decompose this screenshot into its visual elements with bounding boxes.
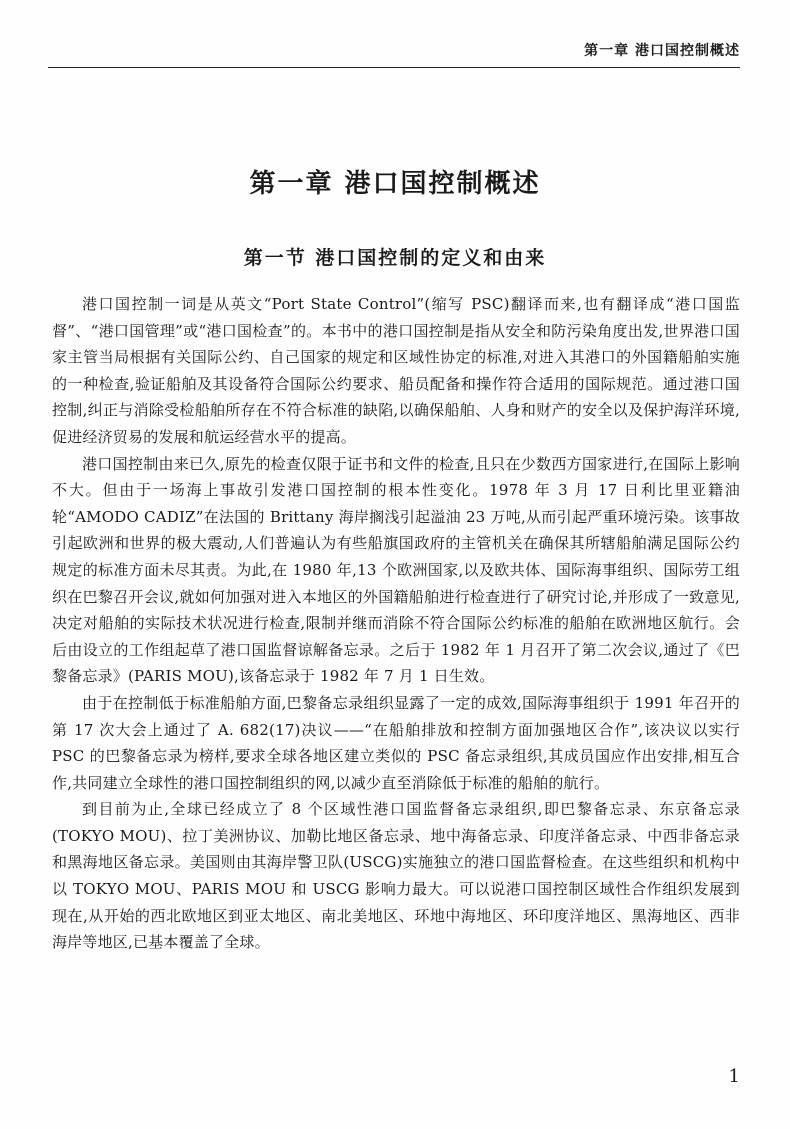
paragraph-regional-mous: 到目前为止,全球已经成立了 8 个区域性港口国监督备忘录组织,即巴黎备忘录、东京备忘录(TOKYO MOU)、拉丁美洲协议、加勒比地区备忘录、地中海备忘录、印度洋备忘录、中西非备忘录和黑海地区备忘录。美国则由其海岸警卫队(USCG)实施独立的港口国监督检查。在这些组织和机构中以 TOKYO MOU、PARIS MOU 和 USCG 影响力最大。可以说港口国控制区域性合作组织发展到现在,从开始的西北欧地区到亚太地区、南北美地区、环地中海地区、环印度洋地区、黑海地区、西非海岸等地区,已基本覆盖了全球。 — [52, 800, 740, 952]
paragraph-origin: 港口国控制由来已久,原先的检查仅限于证书和文件的检查,且只在少数西方国家进行,在国际上影响不大。但由于一场海上事故引发港口国控制的根本性变化。1978 年 3 月 17 日利比里亚籍油轮“AMODO CADIZ”在法国的 Brittany 海岸搁浅引起溢油 23 万吨,从而引起严重环境污染。该事故引起欧洲和世界的极大震动,人们普遍认为有些船旗国政府的主管机关在确保其所辖船舶满足国际公约规定的标准方面未尽其责。为此,在 1980 年,13 个欧洲国家,以及欧共体、国际海事组织、国际劳工组织在巴黎召开会议,就如何加强对进入本地区的外国籍船舶进行检查进行了研究讨论,并形成了一致意见,决定对船舶的实际技术状况进行检查,限制并继而消除不符合国际公约标准的船舶在欧洲地区航行。会后由设立的工作组起草了港口国监督谅解备忘录。之后于 1982 年 1 月召开了第二次会议,通过了《巴黎备忘录》(PARIS MOU),该备忘录于 1982 年 7 月 1 日生效。 — [52, 454, 740, 686]
header-rule — [48, 67, 740, 68]
paragraph-imo-resolution: 由于在控制低于标准船舶方面,巴黎备忘录组织显露了一定的成效,国际海事组织于 1991 年召开的第 17 次大会上通过了 A. 682(17)决议——“在船舶排放和控制方面加强地区合作”,该决议以实行 PSC 的巴黎备忘录为榜样,要求全球各地区建立类似的 PSC 备忘录组织,其成员国应作出安排,相互合作,共同建立全球性的港口国控制组织的网,以减少直至消除低于标准的船舶的航行。 — [52, 693, 740, 792]
paragraph-definition: 港口国控制一词是从英文“Port State Control”(缩写 PSC)翻译而来,也有翻译成“港口国监督”、“港口国管理”或“港口国检查”的。本书中的港口国控制是指从安全和防污染角度出发,世界港口国家主管当局根据有关国际公约、自己国家的规定和区域性协定的标准,对进入其港口的外国籍船舶实施的一种检查,验证船舶及其设备符合国际公约要求、船员配备和操作符合适用的国际规范。通过港口国控制,纠正与消除受检船舶所存在不符合标准的缺陷,以确保船舶、人身和财产的安全以及保护海洋环境,促进经济贸易的发展和航运经营水平的提高。 — [52, 295, 740, 446]
body-text — [52, 291, 740, 956]
running-head: 第一章 港口国控制概述 — [584, 43, 740, 59]
page-number: 1 — [728, 1066, 740, 1087]
section-title: 第一节 港口国控制的定义和由来 — [243, 247, 547, 269]
chapter-title: 第一章 港口国控制概述 — [249, 169, 541, 199]
